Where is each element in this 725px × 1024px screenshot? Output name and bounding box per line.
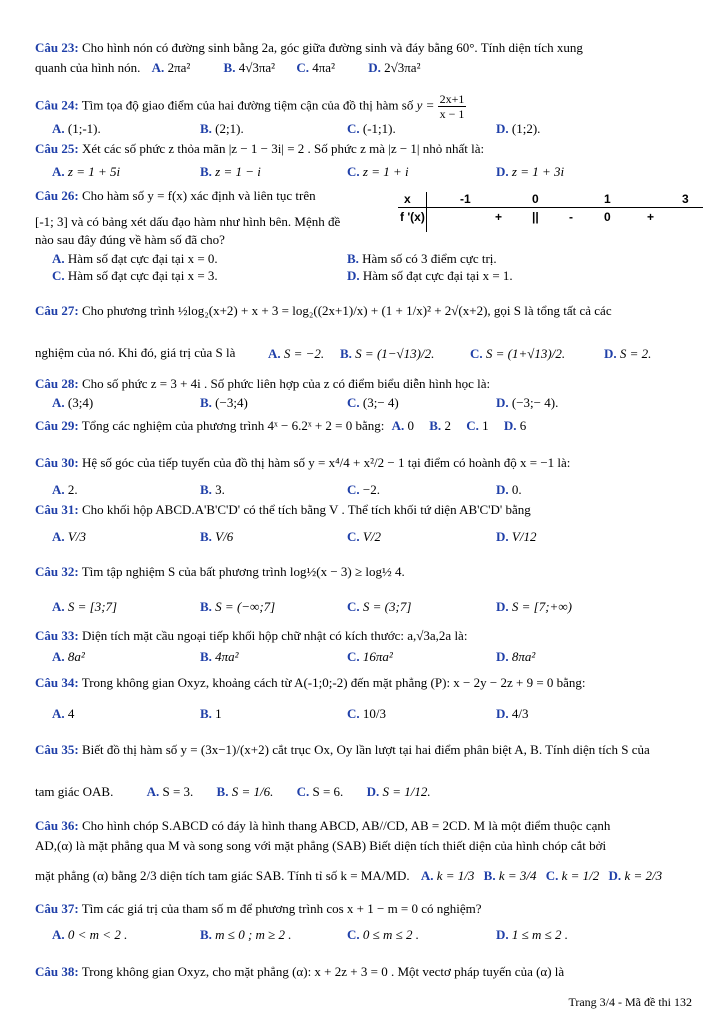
q30-option-c[interactable]: −2.	[362, 482, 380, 497]
q23-option-b[interactable]: 4√3πa²	[238, 60, 276, 75]
q36-option-a[interactable]: k = 1/3	[436, 868, 475, 883]
question-23: Câu 23: Cho hình nón có đường sinh bằng 2a, góc giữa đường sinh và đáy bằng 60°. Tính diện tích xung	[35, 40, 583, 55]
sign-table-fx-label: f '(x)	[400, 210, 425, 224]
q36-option-c[interactable]: k = 1/2	[561, 868, 600, 883]
q24-option-b[interactable]: (2;1).	[215, 121, 244, 136]
q26-option-c[interactable]: Hàm số đạt cực đại tại x = 3.	[67, 268, 218, 283]
exam-page: Câu 23: Cho hình nón có đường sinh bằng 2a, góc giữa đường sinh và đáy bằng 60°. Tính diện tích xung quanh của hình nón. A. 2πa² B. 4√3πa² C. 4πa² D. 2√3πa² Câu 24: Tìm tọa độ giao điểm của hai đường tiệm cận của đồ thị hàm số y = $\frac{2x+1}{x - 1}$ A. (1;-1). B. (2;1). C. (-1;1). D. (1;2). Câu 25: Xét các số phức z thỏa mãn |z − 1 − 3i| = 2 . Số phức z mà |z − 1| nhỏ nhất là: A. z = 1 + 5i B. z = 1 − i C. z = 1 + i D. z = 1 + 3i Câu 26: Cho hàm số y = f(x) xác định và liên tục trên [-1; 3] và có bảng xét dấu đạo hàm như hình bên. Mệnh đề nào sau đây đúng về hàm số đã cho? x f '(x) -1 0 1 3 + || - 0 + A. Hàm số đạt cực đại tại x = 0. B. Hàm số có 3 điểm cực trị. C. Hàm số đạt cực đại tại x = 3. D. Hàm số đạt cực đại tại x = 1. Câu 27: Cho phương trình ½log₂(x+2) + x + 3 = log₂((2x+1)/x) + (1 + 1/x)² + 2√(x+2), gọi S là tổng tất cả các nghiệm của nó. Khi đó, giá trị của S là A. S = −2. B. S = (1−√13)/2. C. S = (1+√13)/2. D. S = 2. Câu 28: Cho số phức z = 3 + 4i . Số phức liên hợp của z có điểm biểu diễn hình học là: A. (3;4) B. (−3;4) C. (3;− 4) D. (−3;− 4). Câu 29: Tổng các nghiệm của phương trình 4ˣ − 6.2ˣ + 2 = 0 bằng: A. 0 B. 2 C. 1 D. 6 Câu 30: Hệ số góc của tiếp tuyến của đồ thị hàm số y = x⁴/4 + x²/2 − 1 tại điểm có hoành độ x = −1 là: A. 2. B. 3. C. −2. D. 0. Câu 31: Cho khối hộp ABCD.A'B'C'D' có thể tích bằng V . Thể tích khối tứ diện AB'C'D' bằng A. V/3 B. V/6 C. V/2 D. V/12 Câu 32: Tìm tập nghiệm S của bất phương trình log½(x − 3) ≥ log½ 4. A. S = [3;7] B. S = (−∞;7] C. S = (3;7] D. S = [7;+∞) Câu 33: Diện tích mặt cầu ngoại tiếp khối hộp chữ nhật có kích thước: a,√3a,2a là: A. 8a² B. 4πa² C. 16πa² D. 8πa² Câu 34: Trong không gian Oxyz, khoảng cách từ A(-1;0;-2) đến mặt phẳng (P): x − 2y − 2z + 9 = 0 bằng: A. 4 B. 1 C. 10/3 D. 4/3 Câu 35: Biết đồ thị hàm số y = (3x−1)/(x+2) cắt trục Ox, Oy lần lượt tại hai điểm phân biệt A, B. Tính diện tích S của tam giác OAB. A. S = 3. B. S = 1/6. C. S = 6. D. S = 1/12. Câu 36: Cho hình chóp S.ABCD có đáy là hình thang ABCD, AB//CD, AB = 2CD. M là một điểm thuộc cạnh AD,(α) là mặt phẳng qua M và song song với mặt phẳng (SAB) Biết diện tích thiết diện của hình chóp cắt bởi mặt phẳng (α) bằng 2/3 diện tích tam giác SAB. Tính tỉ số k = MA/MD. A. k = 1/3 B. k = 3/4 C. k = 1/2 D. k = 2/3 Câu 37: Tìm các giá trị của tham số m để phương trình cos x + 1 − m = 0 có nghiệm? A. 0 < m < 2 . B. m ≤ 0 ; m ≥ 2 . C. 0 ≤ m ≤ 2 . D. 1 ≤ m ≤ 2 . Câu 38: Trong không gian Oxyz, cho mặt phẳng (α): x + 2z + 3 = 0 . Một vectơ pháp tuyến của (α) là Trang 3/4 - Mã đề thi 132	[0, 0, 725, 1024]
q26-option-b[interactable]: Hàm số có 3 điểm cực trị.	[362, 251, 497, 266]
q31-option-a[interactable]: V/3	[67, 529, 86, 544]
q27-option-c[interactable]: S = (1+√13)/2.	[485, 346, 566, 361]
q34-option-b[interactable]: 1	[215, 706, 222, 721]
sign-table: x f '(x) -1 0 1 3 + || - 0 +	[398, 192, 703, 232]
q30-option-b[interactable]: 3.	[215, 482, 225, 497]
question-34: Câu 34: Trong không gian Oxyz, khoảng cách từ A(-1;0;-2) đến mặt phẳng (P): x − 2y − 2z + 9 = 0 bằng:	[35, 675, 586, 690]
q32-option-b[interactable]: S = (−∞;7]	[215, 599, 276, 614]
q32-option-c[interactable]: S = (3;7]	[362, 599, 412, 614]
question-24: Câu 24: Tìm tọa độ giao điểm của hai đường tiệm cận của đồ thị hàm số y = $\frac{2x+1}{x - 1}$	[35, 92, 465, 121]
q25-option-d[interactable]: z = 1 + 3i	[511, 164, 565, 179]
question-25: Câu 25: Xét các số phức z thỏa mãn |z − 1 − 3i| = 2 . Số phức z mà |z − 1| nhỏ nhất là:	[35, 141, 485, 156]
q24-formula: $\frac{2x+1}{x - 1}$	[439, 92, 465, 121]
q23-option-d[interactable]: 2√3πa²	[384, 60, 421, 75]
q31-option-d[interactable]: V/12	[511, 529, 537, 544]
q35-option-b[interactable]: S = 1/6.	[231, 784, 274, 799]
sign-table-x-label: x	[404, 192, 411, 206]
q26-option-a[interactable]: Hàm số đạt cực đại tại x = 0.	[67, 251, 218, 266]
q34-option-d[interactable]: 4/3	[511, 706, 529, 721]
question-37: Câu 37: Tìm các giá trị của tham số m để phương trình cos x + 1 − m = 0 có nghiệm?	[35, 901, 482, 916]
q37-option-b[interactable]: m ≤ 0 ; m ≥ 2 .	[215, 927, 292, 942]
q35-option-a[interactable]: S = 3.	[162, 784, 194, 799]
question-27: Câu 27: Cho phương trình ½log₂(x+2) + x + 3 = log₂((2x+1)/x) + (1 + 1/x)² + 2√(x+2), gọi S là tổng tất cả các	[35, 303, 612, 318]
question-38: Câu 38: Trong không gian Oxyz, cho mặt phẳng (α): x + 2z + 3 = 0 . Một vectơ pháp tuyến của (α) là	[35, 964, 565, 979]
q36-option-d[interactable]: k = 2/3	[624, 868, 663, 883]
q34-option-c[interactable]: 10/3	[362, 706, 387, 721]
q33-option-a[interactable]: 8a²	[67, 649, 85, 664]
q24-option-a[interactable]: (1;-1).	[67, 121, 101, 136]
q33-option-c[interactable]: 16πa²	[362, 649, 393, 664]
q25-option-b[interactable]: z = 1 − i	[215, 164, 261, 179]
q24-option-d[interactable]: (1;2).	[511, 121, 541, 136]
q32-option-a[interactable]: S = [3;7]	[67, 599, 118, 614]
q25-option-a[interactable]: z = 1 + 5i	[67, 164, 121, 179]
q37-option-c[interactable]: 0 ≤ m ≤ 2 .	[362, 927, 420, 942]
q29-option-a[interactable]: 0	[407, 418, 415, 433]
question-31: Câu 31: Cho khối hộp ABCD.A'B'C'D' có thể tích bằng V . Thể tích khối tứ diện AB'C'D' bằng	[35, 502, 531, 517]
q30-option-d[interactable]: 0.	[511, 482, 522, 497]
q37-option-d[interactable]: 1 ≤ m ≤ 2 .	[511, 927, 569, 942]
q28-option-b[interactable]: (−3;4)	[215, 395, 248, 410]
q24-option-c[interactable]: (-1;1).	[362, 121, 396, 136]
q32-option-d[interactable]: S = [7;+∞)	[511, 599, 572, 614]
q29-option-c[interactable]: 1	[482, 418, 489, 433]
q23-option-a[interactable]: 2πa²	[167, 60, 191, 75]
question-30: Câu 30: Hệ số góc của tiếp tuyến của đồ thị hàm số y = x⁴/4 + x²/2 − 1 tại điểm có hoành độ x = −1 là:	[35, 455, 571, 470]
q28-option-a[interactable]: (3;4)	[67, 395, 94, 410]
q27-option-a[interactable]: S = −2.	[283, 346, 325, 361]
q37-option-a[interactable]: 0 < m < 2 .	[67, 927, 128, 942]
question-33: Câu 33: Diện tích mặt cầu ngoại tiếp khối hộp chữ nhật có kích thước: a,√3a,2a là:	[35, 628, 468, 643]
q29-option-b[interactable]: 2	[444, 418, 451, 433]
q33-option-d[interactable]: 8πa²	[511, 649, 536, 664]
page-footer: Trang 3/4 - Mã đề thi 132	[568, 995, 692, 1009]
question-28: Câu 28: Cho số phức z = 3 + 4i . Số phức liên hợp của z có điểm biểu diễn hình học là:	[35, 376, 491, 391]
question-23-line2: quanh của hình nón. A. 2πa² B. 4√3πa² C. 4πa² D. 2√3πa²	[35, 60, 421, 75]
q31-option-b[interactable]: V/6	[215, 529, 234, 544]
q29-option-d[interactable]: 6	[519, 418, 527, 433]
q36-option-b[interactable]: k = 3/4	[498, 868, 537, 883]
q25-option-c[interactable]: z = 1 + i	[362, 164, 409, 179]
question-26: Câu 26: Cho hàm số y = f(x) xác định và liên tục trên	[35, 188, 316, 203]
q26-option-d[interactable]: Hàm số đạt cực đại tại x = 1.	[362, 268, 513, 283]
question-32: Câu 32: Tìm tập nghiệm S của bất phương trình log½(x − 3) ≥ log½ 4.	[35, 564, 405, 579]
q27-option-d[interactable]: S = 2.	[619, 346, 652, 361]
q23-option-c[interactable]: 4πa²	[312, 60, 335, 75]
question-36: Câu 36: Cho hình chóp S.ABCD có đáy là hình thang ABCD, AB//CD, AB = 2CD. M là một điểm thuộc cạnh	[35, 818, 611, 833]
q35-option-c[interactable]: S = 6.	[312, 784, 344, 799]
q28-option-d[interactable]: (−3;− 4).	[511, 395, 559, 410]
question-35: Câu 35: Biết đồ thị hàm số y = (3x−1)/(x+2) cắt trục Ox, Oy lần lượt tại hai điểm phân biệt A, B. Tính diện tích S của	[35, 742, 650, 757]
q33-option-b[interactable]: 4πa²	[215, 649, 239, 664]
q35-option-d[interactable]: S = 1/12.	[382, 784, 431, 799]
question-29: Câu 29: Tổng các nghiệm của phương trình 4ˣ − 6.2ˣ + 2 = 0 bằng: A. 0 B. 2 C. 1 D. 6	[35, 418, 527, 433]
q34-option-a[interactable]: 4	[67, 706, 75, 721]
q30-option-a[interactable]: 2.	[67, 482, 78, 497]
q27-option-b[interactable]: S = (1−√13)/2.	[355, 346, 435, 361]
q28-option-c[interactable]: (3;− 4)	[362, 395, 399, 410]
q31-option-c[interactable]: V/2	[362, 529, 381, 544]
